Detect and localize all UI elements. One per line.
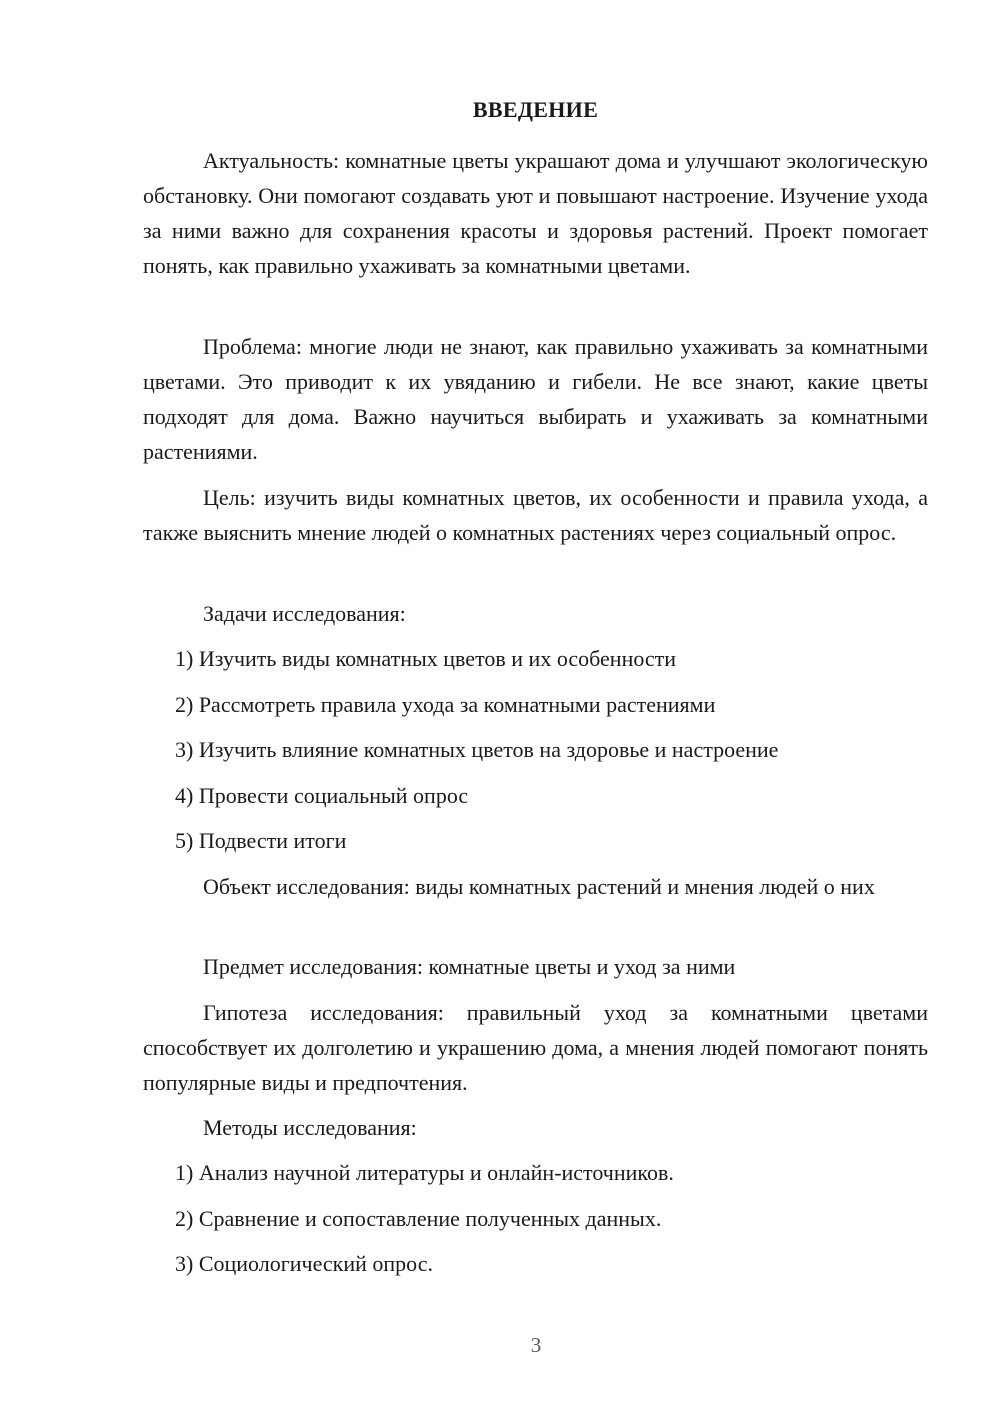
page-number: 3 <box>530 1333 542 1357</box>
tasks-heading: Задачи исследования: <box>203 601 406 626</box>
subject-paragraph: Предмет исследования: комнатные цветы и уход за ними <box>203 954 736 979</box>
method-item: 2) Сравнение и сопоставление полученных данных. <box>175 1206 662 1231</box>
method-item: 3) Социологический опрос. <box>175 1251 433 1276</box>
method-item: 1) Анализ научной литературы и онлайн-источников. <box>175 1160 674 1185</box>
relevance-paragraph: Актуальность: комнатные цветы украшают дома и улучшают экологическую обстановку. Они помогают создавать уют и повышают настроение. Изучение ухода за ними важно для сохранения красоты и здоровья растений. Проект помогает понять, как правильно ухаживать за комнатными цветами. <box>143 148 928 278</box>
task-item: 3) Изучить влияние комнатных цветов на здоровье и настроение <box>175 737 779 762</box>
task-item: 4) Провести социальный опрос <box>175 783 469 808</box>
task-item: 5) Подвести итоги <box>175 828 347 853</box>
methods-heading: Методы исследования: <box>203 1115 417 1140</box>
hypothesis-paragraph: Гипотеза исследования: правильный уход за комнатными цветами способствует их долголетию и украшению дома, а мнения людей помогают понять популярные виды и предпочтения. <box>143 1000 928 1095</box>
task-item: 2) Рассмотреть правила ухода за комнатными растениями <box>175 692 716 717</box>
object-paragraph: Объект исследования: виды комнатных растений и мнения людей о них <box>203 874 875 899</box>
problem-paragraph: Проблема: многие люди не знают, как правильно ухаживать за комнатными цветами. Это приводит к их увяданию и гибели. Не все знают, какие цветы подходят для дома. Важно научиться выбирать и ухаживать за комнатными растениями. <box>143 334 928 464</box>
task-item: 1) Изучить виды комнатных цветов и их особенности <box>175 646 677 671</box>
page-title: ВВЕДЕНИЕ <box>472 97 599 122</box>
goal-paragraph: Цель: изучить виды комнатных цветов, их особенности и правила ухода, а также выяснить мнение людей о комнатных растениях через социальный опрос. <box>143 485 928 545</box>
